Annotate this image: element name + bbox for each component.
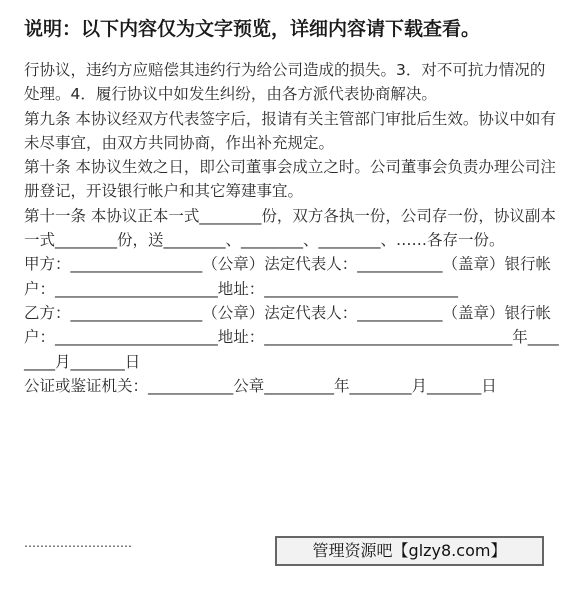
paragraph-article-11: 第十一条 本协议正本一式________份，双方各执一份，公司存一份，协议副本一式________份，送________、________、________、……各存一份。 (24, 206, 556, 250)
notary-block: 公证或鉴证机关：___________公章_________年________月_______日 (24, 376, 497, 395)
paragraph-article-10: 第十条 本协议生效之日，即公司董事会成立之时。公司董事会负责办理公司注册登记，开设银行帐户和其它筹建事宜。 (24, 158, 556, 201)
document-body (24, 58, 560, 398)
paragraph-article-9: 第九条 本协议经双方代表签字后，报请有关主管部门审批后生效。协议中如有未尽事宜，由双方共同协商，作出补充规定。 (24, 109, 556, 152)
paragraph-obligations: 行协议，违约方应赔偿其违约行为给公司造成的损失。3．对不可抗力情况的处理。4．履行协议中如发生纠纷，由各方派代表协商解决。 (24, 61, 546, 104)
preview-notice: 说明：以下内容仅为文字预览，详细内容请下载查看。 (24, 18, 481, 40)
truncation-ellipsis: ……………………… (24, 536, 132, 550)
party-a-signature-block: 甲方：_________________（公章）法定代表人：___________（盖章）银行帐户：_____________________地址：_________________________ (24, 255, 552, 298)
party-b-signature-block: 乙方：_________________（公章）法定代表人：___________（盖章）银行帐户：_____________________地址：________________________________年________月_______日 (24, 303, 559, 371)
source-watermark: 管理资源吧【glzy8.com】 (275, 536, 544, 566)
